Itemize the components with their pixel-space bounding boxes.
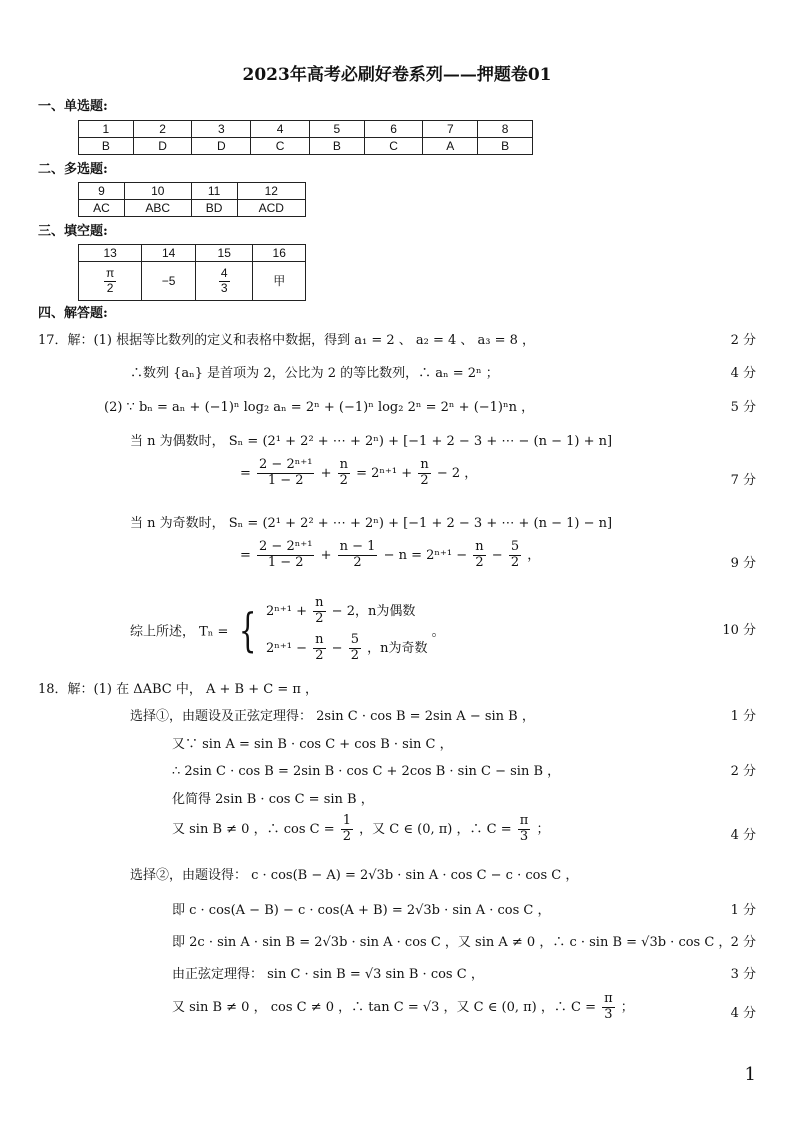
- table-row: [79, 200, 306, 217]
- q18-line-2: 选择①，由题设及正弦定理得： 2sin C · cos B = 2sin A − sin B ，: [130, 709, 535, 724]
- q18-line-4: ∴ 2sin C · cos B = 2sin B · cos C + 2cos B · sin C − sin B ，: [172, 764, 561, 779]
- table-cell: 2: [133, 121, 192, 138]
- score-label: 4 分: [730, 366, 756, 381]
- table-cell: 3: [192, 121, 251, 138]
- table-cell: D: [133, 138, 192, 155]
- score-label: 2 分: [730, 935, 756, 950]
- q18-line-10: 由正弦定理得： sin C · sin B = √3 sin B · cos C ，: [172, 967, 484, 982]
- expression: ，又 C ∈ (0, π) ，∴ C =: [359, 821, 512, 837]
- expression: 又 sin B ≠ 0 ， cos C ≠ 0 ，∴ tan C = √3 ，又 C ∈ (0, π) ，∴ C =: [172, 999, 596, 1015]
- denominator: 2: [315, 647, 324, 663]
- denominator: 2: [315, 610, 324, 626]
- table-cell: B: [309, 138, 364, 155]
- q18-line-8: 即 c · cos(A − B) − c · cos(A + B) = 2√3b · sin A · cos C ，: [172, 903, 551, 918]
- denominator: 2: [353, 554, 362, 570]
- table-cell: C: [251, 138, 310, 155]
- table-cell: 6: [364, 121, 423, 138]
- score-label: 4 分: [730, 1006, 756, 1021]
- denominator: 2: [106, 280, 114, 295]
- expression: − 2，n为偶数: [331, 603, 416, 619]
- score-label: 3 分: [730, 967, 756, 982]
- fraction: [257, 458, 314, 489]
- numerator: 2 − 2ⁿ⁺¹: [259, 539, 313, 554]
- denominator: 2: [420, 472, 429, 488]
- expression: 2ⁿ⁺¹ −: [266, 640, 308, 656]
- q18-line-11: [172, 992, 634, 1023]
- table-cell: 1: [79, 121, 134, 138]
- denominator: 1 − 2: [267, 554, 304, 570]
- table-cell: AC: [79, 200, 125, 217]
- table-cell: 7: [423, 121, 478, 138]
- table-cell: ACD: [237, 200, 305, 217]
- fraction: [313, 633, 325, 664]
- fraction: [104, 267, 116, 296]
- table-cell: [196, 262, 253, 301]
- numerator: n: [475, 539, 484, 554]
- numerator: 5: [510, 539, 520, 554]
- score-label: 4 分: [730, 828, 756, 843]
- page-number: 1: [744, 1064, 756, 1085]
- table-cell: 10: [124, 183, 191, 200]
- fraction: [509, 540, 521, 571]
- q18-line-9: 即 2c · sin A · sin B = 2√3b · sin A · cos C ，又 sin A ≠ 0 ，∴ c · sin B = √3b · cos C ，: [172, 935, 732, 950]
- score-label: 1 分: [730, 709, 756, 724]
- fraction: [341, 814, 353, 845]
- single-choice-table: [78, 120, 533, 155]
- piecewise-cases: [266, 596, 428, 664]
- score-label: 5 分: [730, 400, 756, 415]
- denominator: 3: [604, 1006, 613, 1022]
- expression: − n = 2ⁿ⁺¹ −: [383, 547, 468, 563]
- expression: 又 sin B ≠ 0 ，∴ cos C =: [172, 821, 335, 837]
- q18-line-3: 又∵ sin A = sin B · cos C + cos B · sin C ，: [172, 737, 453, 752]
- numerator: n − 1: [339, 539, 376, 554]
- fraction: [219, 267, 230, 296]
- section-multi-choice: 二、多选题:: [38, 162, 108, 177]
- q18-line-5: 化简得 2sin B · cos C = sin B ，: [172, 792, 374, 807]
- table-cell: 11: [191, 183, 237, 200]
- numerator: n: [315, 631, 324, 647]
- table-cell: 甲: [253, 262, 306, 301]
- q17-line-8: [130, 596, 445, 664]
- section-fill-blank: 三、填空题:: [38, 224, 108, 239]
- page-title: 2023年高考必刷好卷系列——押题卷01: [242, 65, 552, 85]
- numerator: π: [604, 991, 613, 1006]
- table-cell: 5: [309, 121, 364, 138]
- numerator: π: [105, 265, 115, 280]
- expression: 2ⁿ⁺¹ +: [266, 603, 308, 619]
- table-row: [79, 262, 306, 301]
- table-cell: [79, 262, 142, 301]
- fraction: [257, 540, 314, 571]
- fraction: [602, 992, 615, 1023]
- multi-choice-table: [78, 182, 306, 217]
- score-label: 10 分: [722, 623, 756, 638]
- expression: 。: [431, 624, 445, 640]
- numerator: 5: [350, 631, 359, 647]
- section-solutions: 四、解答题:: [38, 306, 108, 321]
- brace: {: [238, 602, 257, 657]
- numerator: n: [315, 595, 324, 610]
- denominator: 3: [220, 280, 228, 295]
- q18-line-1: 18．解：(1) 在 ΔABC 中， A + B + C = π ，: [38, 682, 319, 697]
- case-even: [266, 596, 428, 627]
- denominator: 2: [342, 828, 352, 844]
- q17-line-1: 17．解：(1) 根据等比数列的定义和表格中数据，得到 a₁ = 2 、 a₂ = 4 、 a₃ = 8 ，: [38, 333, 536, 348]
- table-cell: 13: [79, 245, 142, 262]
- expression: 综上所述， Tₙ =: [130, 624, 229, 640]
- fraction: [338, 540, 378, 571]
- numerator: 2 − 2ⁿ⁺¹: [259, 457, 313, 472]
- table-cell: D: [192, 138, 251, 155]
- denominator: 1 − 2: [267, 472, 304, 488]
- table-cell: BD: [191, 200, 237, 217]
- table-row: [79, 245, 306, 262]
- q17-line-3: (2) ∵ bₙ = aₙ + (−1)ⁿ log₂ aₙ = 2ⁿ + (−1)ⁿ log₂ 2ⁿ = 2ⁿ + (−1)ⁿn ，: [104, 400, 535, 415]
- score-label: 9 分: [730, 556, 756, 571]
- numerator: n: [339, 457, 348, 472]
- numerator: π: [519, 813, 529, 828]
- fraction: [418, 458, 430, 489]
- q17-line-5: = $\frac{\text{2 − 2ⁿ⁺¹}}{1 - 2}$ + $\frac{n}{2}$ = 2ⁿ⁺¹ + $\frac{n}{2}$ − 2 ，: [240, 457, 478, 488]
- expression: ；: [536, 821, 550, 837]
- table-cell: 12: [237, 183, 305, 200]
- table-cell: 16: [253, 245, 306, 262]
- table-cell: −5: [142, 262, 196, 301]
- table-cell: B: [478, 138, 533, 155]
- expression: = 2ⁿ⁺¹ +: [356, 465, 413, 481]
- q18-line-6: [172, 814, 549, 845]
- expression: ，n为奇数: [367, 640, 428, 656]
- fraction: [313, 596, 325, 627]
- q17-line-2: ∴数列 {aₙ} 是首项为 2，公比为 2 的等比数列，∴ aₙ = 2ⁿ ；: [130, 366, 499, 381]
- fraction: [473, 540, 485, 571]
- fraction: [518, 814, 531, 845]
- table-cell: C: [364, 138, 423, 155]
- score-label: 2 分: [730, 764, 756, 779]
- numerator: n: [420, 457, 429, 472]
- table-cell: ABC: [124, 200, 191, 217]
- q17-line-4: 当 n 为偶数时， Sₙ = (2¹ + 2² + ⋯ + 2ⁿ) + [−1 + 2 − 3 + ⋯ − (n − 1) + n]: [130, 434, 613, 449]
- expression: − 2 ，: [436, 465, 478, 481]
- q18-line-7: 选择②，由题设得： c · cos(B − A) = 2√3b · sin A · cos C − c · cos C ，: [130, 868, 579, 883]
- table-cell: 15: [196, 245, 253, 262]
- denominator: 2: [510, 554, 520, 570]
- table-row: [79, 121, 533, 138]
- table-cell: 9: [79, 183, 125, 200]
- table-row: [79, 138, 533, 155]
- denominator: 3: [519, 828, 529, 844]
- table-cell: 4: [251, 121, 310, 138]
- score-label: 7 分: [730, 473, 756, 488]
- denominator: 2: [350, 647, 359, 663]
- table-cell: 8: [478, 121, 533, 138]
- denominator: 2: [339, 472, 348, 488]
- denominator: 2: [475, 554, 484, 570]
- table-cell: A: [423, 138, 478, 155]
- q17-line-7: = $\frac{\text{2 − 2ⁿ⁺¹}}{1 - 2}$ + $\frac{n - 1}{2}$ − n = 2ⁿ⁺¹ − $\frac{n}{2}$ − $\frac{5}{2}$ ，: [240, 539, 541, 570]
- table-row: [79, 183, 306, 200]
- table-cell: B: [79, 138, 134, 155]
- section-single-choice: 一、单选题:: [38, 99, 108, 114]
- score-label: 2 分: [730, 333, 756, 348]
- q17-line-6: 当 n 为奇数时， Sₙ = (2¹ + 2² + ⋯ + 2ⁿ) + [−1 + 2 − 3 + ⋯ + (n − 1) − n]: [130, 516, 613, 531]
- table-cell: 14: [142, 245, 196, 262]
- case-odd: [266, 633, 428, 664]
- expression: ；: [620, 999, 634, 1015]
- fill-blank-table: [78, 244, 306, 301]
- fraction: [349, 633, 361, 664]
- expression: −: [331, 640, 343, 656]
- score-label: 1 分: [730, 903, 756, 918]
- expression: ，: [527, 547, 541, 563]
- numerator: 1: [342, 813, 352, 828]
- numerator: 4: [220, 265, 228, 280]
- fraction: [338, 458, 350, 489]
